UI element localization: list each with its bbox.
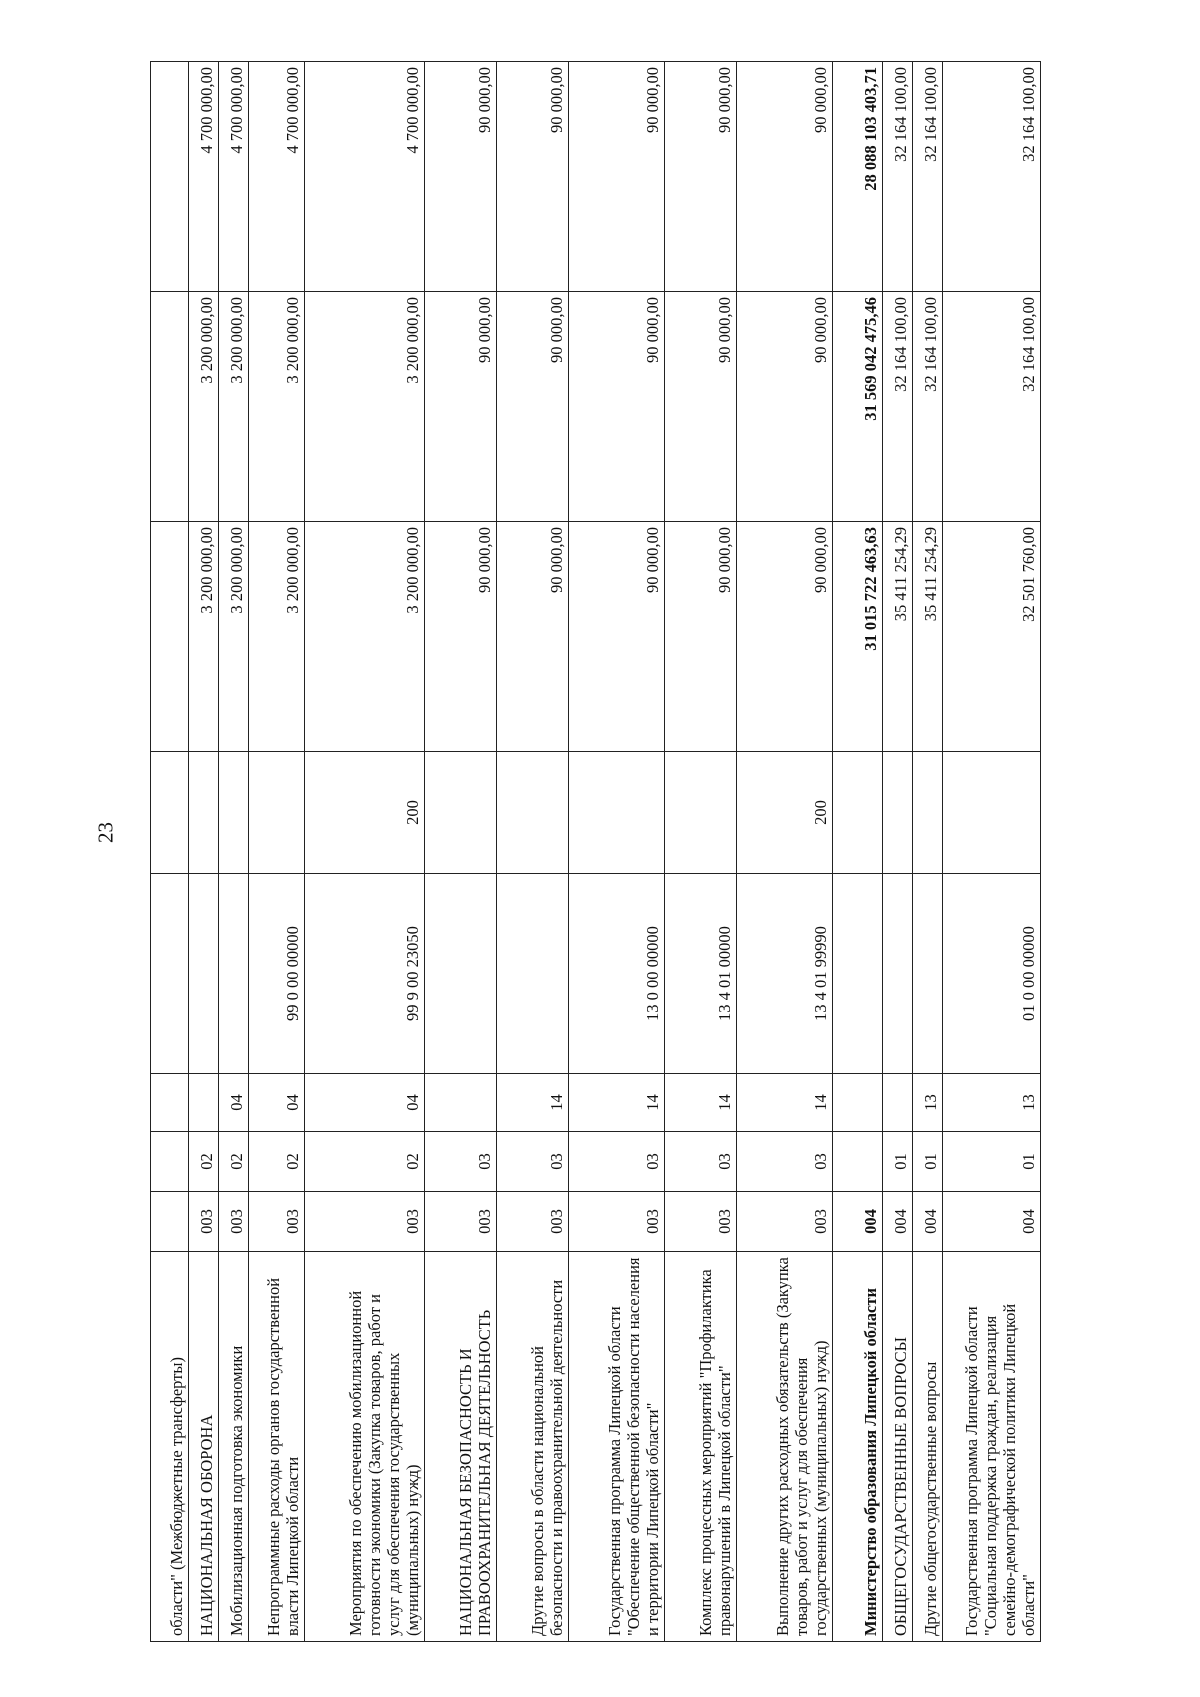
cell-subsection: 04 xyxy=(219,1074,249,1132)
cell-name: области" (Межбюджетные трансферты) xyxy=(151,1252,189,1642)
cell-name: Другие общегосударственные вопросы xyxy=(913,1252,943,1642)
cell-expense-type xyxy=(913,752,943,874)
table-row xyxy=(943,62,1041,1642)
cell-amount-2 xyxy=(151,292,189,522)
cell-subsection xyxy=(151,1074,189,1132)
cell-name: Мероприятия по обеспечению мобилизационной готовности экономики (Закупка товаров, работ и услуг для обеспечения государственных (муниципальных) нужд) xyxy=(305,1252,425,1642)
cell-amount-2: 32 164 100,00 xyxy=(883,292,913,522)
cell-amount-3: 90 000,00 xyxy=(737,62,833,292)
cell-amount-1: 31 015 722 463,63 xyxy=(833,522,883,752)
cell-section: 03 xyxy=(665,1132,737,1192)
cell-target-article: 13 0 00 00000 xyxy=(569,874,665,1074)
cell-expense-type xyxy=(833,752,883,874)
cell-section: 02 xyxy=(305,1132,425,1192)
cell-subsection: 13 xyxy=(913,1074,943,1132)
cell-ministry: 003 xyxy=(249,1192,305,1252)
table-row xyxy=(305,62,425,1642)
cell-ministry: 004 xyxy=(943,1192,1041,1252)
cell-amount-1: 3 200 000,00 xyxy=(249,522,305,752)
cell-ministry: 003 xyxy=(737,1192,833,1252)
cell-name: Государственная программа Липецкой области "Обеспечение общественной безопасности населения и территории Липецкой области" xyxy=(569,1252,665,1642)
cell-amount-2: 3 200 000,00 xyxy=(249,292,305,522)
cell-amount-1: 90 000,00 xyxy=(425,522,497,752)
cell-target-article xyxy=(883,874,913,1074)
table-row xyxy=(249,62,305,1642)
cell-amount-2: 32 164 100,00 xyxy=(943,292,1041,522)
cell-amount-3: 4 700 000,00 xyxy=(219,62,249,292)
cell-amount-2: 90 000,00 xyxy=(569,292,665,522)
cell-name: НАЦИОНАЛЬНАЯ БЕЗОПАСНОСТЬ И ПРАВООХРАНИТЕЛЬНАЯ ДЕЯТЕЛЬНОСТЬ xyxy=(425,1252,497,1642)
table-row xyxy=(189,62,219,1642)
cell-subsection: 14 xyxy=(569,1074,665,1132)
cell-expense-type xyxy=(497,752,569,874)
cell-subsection xyxy=(883,1074,913,1132)
cell-amount-2: 90 000,00 xyxy=(497,292,569,522)
cell-ministry: 003 xyxy=(569,1192,665,1252)
cell-amount-3: 90 000,00 xyxy=(569,62,665,292)
cell-name: Государственная программа Липецкой области "Социальная поддержка граждан, реализация семейно-демографической политики Липецкой области" xyxy=(943,1252,1041,1642)
cell-section: 02 xyxy=(249,1132,305,1192)
cell-amount-2: 31 569 042 475,46 xyxy=(833,292,883,522)
cell-target-article: 99 9 00 23050 xyxy=(305,874,425,1074)
cell-amount-1: 90 000,00 xyxy=(737,522,833,752)
cell-amount-2: 90 000,00 xyxy=(425,292,497,522)
cell-section: 02 xyxy=(219,1132,249,1192)
cell-expense-type xyxy=(665,752,737,874)
cell-amount-3: 90 000,00 xyxy=(497,62,569,292)
cell-amount-2: 32 164 100,00 xyxy=(913,292,943,522)
cell-name: ОБЩЕГОСУДАРСТВЕННЫЕ ВОПРОСЫ xyxy=(883,1252,913,1642)
cell-amount-3: 90 000,00 xyxy=(665,62,737,292)
cell-expense-type: 200 xyxy=(737,752,833,874)
cell-target-article xyxy=(189,874,219,1074)
cell-subsection: 13 xyxy=(943,1074,1041,1132)
cell-subsection xyxy=(189,1074,219,1132)
cell-ministry: 003 xyxy=(665,1192,737,1252)
table-row xyxy=(219,62,249,1642)
cell-section xyxy=(833,1132,883,1192)
cell-section xyxy=(151,1132,189,1192)
cell-amount-1: 35 411 254,29 xyxy=(883,522,913,752)
cell-expense-type xyxy=(883,752,913,874)
cell-subsection: 14 xyxy=(665,1074,737,1132)
cell-ministry: 003 xyxy=(219,1192,249,1252)
table-row xyxy=(883,62,913,1642)
cell-amount-1: 90 000,00 xyxy=(569,522,665,752)
budget-table-body xyxy=(151,62,1041,1642)
cell-section: 03 xyxy=(737,1132,833,1192)
cell-expense-type: 200 xyxy=(305,752,425,874)
cell-ministry xyxy=(151,1192,189,1252)
cell-ministry: 004 xyxy=(833,1192,883,1252)
cell-target-article xyxy=(497,874,569,1074)
cell-expense-type xyxy=(569,752,665,874)
cell-subsection xyxy=(425,1074,497,1132)
table-row xyxy=(497,62,569,1642)
cell-section: 03 xyxy=(425,1132,497,1192)
cell-amount-1: 32 501 760,00 xyxy=(943,522,1041,752)
cell-target-article xyxy=(425,874,497,1074)
cell-ministry: 003 xyxy=(305,1192,425,1252)
cell-amount-3: 32 164 100,00 xyxy=(943,62,1041,292)
table-row xyxy=(151,62,189,1642)
cell-amount-2: 3 200 000,00 xyxy=(189,292,219,522)
cell-amount-2: 90 000,00 xyxy=(665,292,737,522)
cell-expense-type xyxy=(151,752,189,874)
cell-subsection xyxy=(833,1074,883,1132)
cell-amount-3: 90 000,00 xyxy=(425,62,497,292)
cell-section: 03 xyxy=(497,1132,569,1192)
cell-amount-1: 90 000,00 xyxy=(665,522,737,752)
table-row xyxy=(737,62,833,1642)
cell-ministry: 004 xyxy=(913,1192,943,1252)
cell-amount-2: 3 200 000,00 xyxy=(305,292,425,522)
page-number: 23 xyxy=(93,822,118,843)
cell-target-article xyxy=(151,874,189,1074)
cell-target-article: 13 4 01 00000 xyxy=(665,874,737,1074)
table-row xyxy=(833,62,883,1642)
cell-section: 01 xyxy=(883,1132,913,1192)
cell-name: НАЦИОНАЛЬНАЯ ОБОРОНА xyxy=(189,1252,219,1642)
cell-expense-type xyxy=(219,752,249,874)
cell-target-article xyxy=(913,874,943,1074)
cell-amount-1: 3 200 000,00 xyxy=(219,522,249,752)
cell-name: Выполнение других расходных обязательств (Закупка товаров, работ и услуг для обеспечения государственных (муниципальных) нужд) xyxy=(737,1252,833,1642)
cell-expense-type xyxy=(943,752,1041,874)
table-row xyxy=(665,62,737,1642)
cell-name: Министерство образования Липецкой области xyxy=(833,1252,883,1642)
cell-amount-1: 90 000,00 xyxy=(497,522,569,752)
cell-subsection: 14 xyxy=(737,1074,833,1132)
table-row xyxy=(569,62,665,1642)
cell-name: Мобилизационная подготовка экономики xyxy=(219,1252,249,1642)
cell-amount-2: 3 200 000,00 xyxy=(219,292,249,522)
cell-amount-1 xyxy=(151,522,189,752)
cell-target-article xyxy=(833,874,883,1074)
cell-amount-1: 3 200 000,00 xyxy=(305,522,425,752)
cell-name: Непрограммные расходы органов государственной власти Липецкой области xyxy=(249,1252,305,1642)
cell-amount-3: 32 164 100,00 xyxy=(913,62,943,292)
cell-subsection: 04 xyxy=(249,1074,305,1132)
cell-target-article: 99 0 00 00000 xyxy=(249,874,305,1074)
cell-amount-3: 4 700 000,00 xyxy=(189,62,219,292)
budget-table xyxy=(150,61,1041,1642)
cell-name: Комплекс процессных мероприятий "Профилактика правонарушений в Липецкой области" xyxy=(665,1252,737,1642)
cell-amount-3: 32 164 100,00 xyxy=(883,62,913,292)
cell-ministry: 003 xyxy=(189,1192,219,1252)
cell-amount-2: 90 000,00 xyxy=(737,292,833,522)
cell-section: 02 xyxy=(189,1132,219,1192)
table-rotation-wrapper xyxy=(150,62,1039,1642)
cell-amount-3: 4 700 000,00 xyxy=(249,62,305,292)
cell-amount-3 xyxy=(151,62,189,292)
cell-amount-1: 35 411 254,29 xyxy=(913,522,943,752)
cell-amount-1: 3 200 000,00 xyxy=(189,522,219,752)
cell-name: Другие вопросы в области национальной безопасности и правоохранительной деятельности xyxy=(497,1252,569,1642)
cell-amount-3: 4 700 000,00 xyxy=(305,62,425,292)
cell-expense-type xyxy=(189,752,219,874)
cell-ministry: 003 xyxy=(425,1192,497,1252)
cell-section: 03 xyxy=(569,1132,665,1192)
cell-target-article: 13 4 01 99990 xyxy=(737,874,833,1074)
cell-target-article xyxy=(219,874,249,1074)
cell-ministry: 003 xyxy=(497,1192,569,1252)
cell-expense-type xyxy=(425,752,497,874)
cell-subsection: 04 xyxy=(305,1074,425,1132)
table-row xyxy=(425,62,497,1642)
cell-subsection: 14 xyxy=(497,1074,569,1132)
cell-ministry: 004 xyxy=(883,1192,913,1252)
cell-section: 01 xyxy=(913,1132,943,1192)
cell-section: 01 xyxy=(943,1132,1041,1192)
table-row xyxy=(913,62,943,1642)
cell-target-article: 01 0 00 00000 xyxy=(943,874,1041,1074)
cell-amount-3: 28 088 103 403,71 xyxy=(833,62,883,292)
cell-expense-type xyxy=(249,752,305,874)
